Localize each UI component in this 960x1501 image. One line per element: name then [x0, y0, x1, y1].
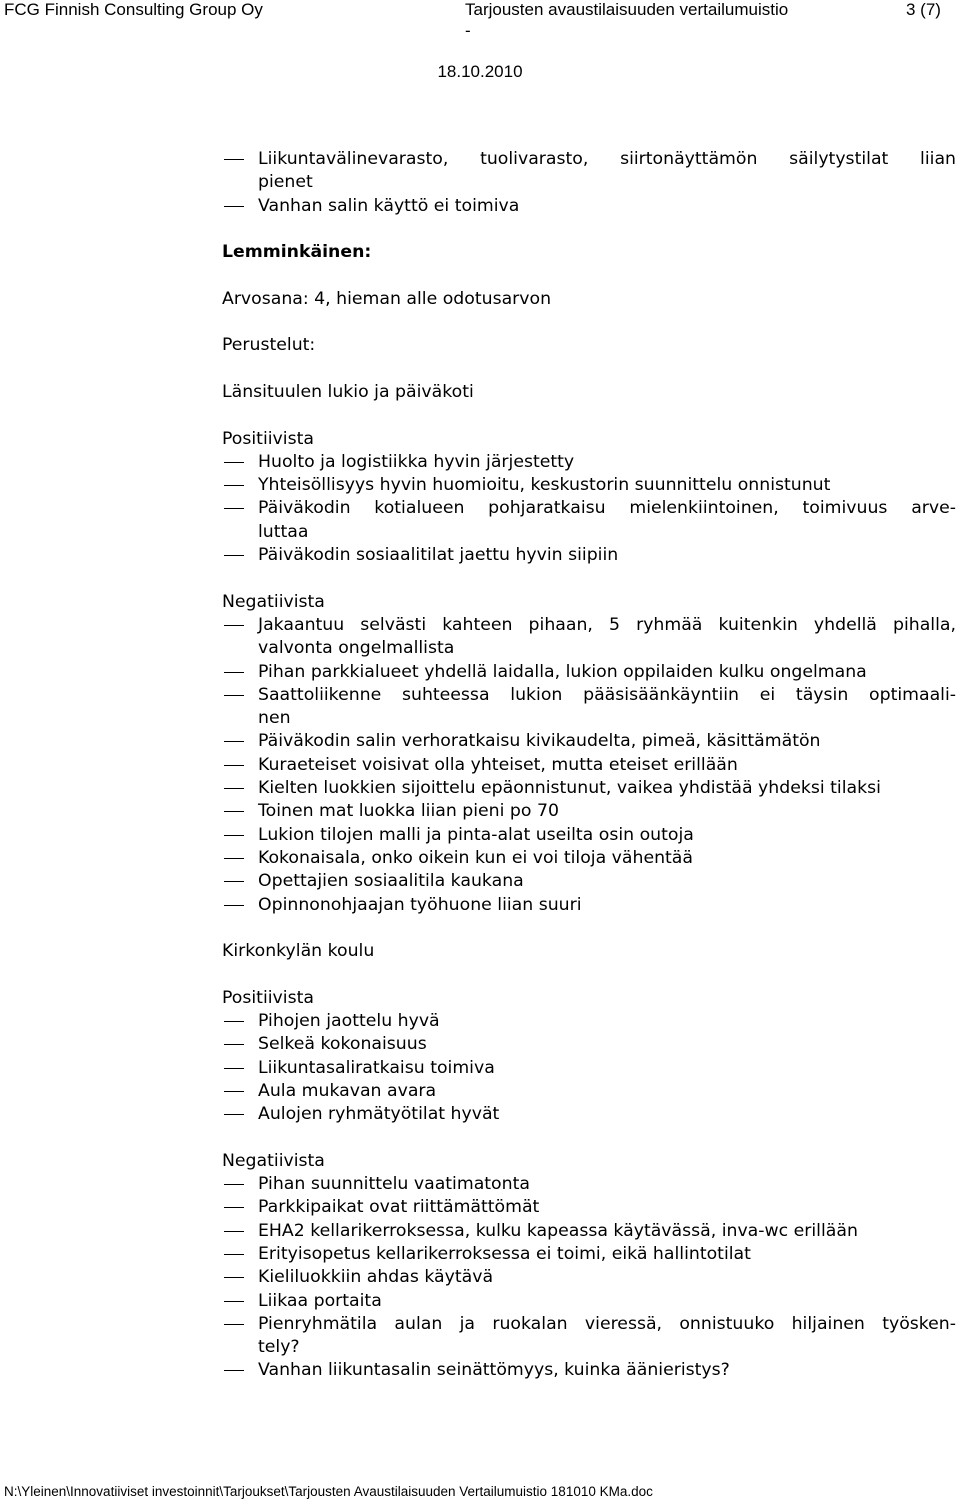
list-item-text: Jakaantuu selvästi kahteen pihaan, 5 ryhmää kuitenkin yhdellä pihalla, — [258, 614, 956, 635]
list-item-text: Huolto ja logistiikka hyvin järjestetty — [258, 451, 575, 472]
list-item-text: Liikuntasaliratkaisu toimiva — [258, 1057, 495, 1078]
document-body — [222, 148, 956, 1383]
list-item — [222, 661, 956, 684]
positives-label: Positiivista — [222, 428, 314, 449]
list-item — [222, 847, 956, 870]
list-item — [222, 1243, 956, 1266]
section-heading-lemminkainen: Lemminkäinen: — [222, 242, 372, 263]
list-item-text: Parkkipaikat ovat riittämättömät — [258, 1197, 540, 1218]
list-item — [222, 800, 956, 823]
footer-file-path: N:\Yleinen\Innovatiiviset investoinnit\Tarjoukset\Tarjousten Avaustilaisuuden Vertailumuistio 181010 KMa.doc — [4, 1484, 653, 1499]
header-date: 18.10.2010 — [437, 62, 523, 81]
basis-label: Perustelut: — [222, 335, 316, 356]
list-item-text: EHA2 kellarikerroksessa, kulku kapeassa käytävässä, inva-wc erillään — [258, 1220, 858, 1241]
list-item-text: Päiväkodin salin verhoratkaisu kivikaudelta, pimeä, käsittämätön — [258, 731, 821, 752]
grade-text: Arvosana: 4, hieman alle odotusarvon — [222, 288, 552, 309]
list-item-text: Liikaa portaita — [258, 1290, 382, 1311]
list-item-text: Selkeä kokonaisuus — [258, 1034, 427, 1055]
header-company: FCG Finnish Consulting Group Oy — [4, 0, 263, 19]
list-item-text: Opinnonohjaajan työhuone liian suuri — [258, 894, 582, 915]
list-item — [222, 1313, 956, 1360]
list-item-text-continued: tely? — [258, 1337, 300, 1358]
list-item-text: Pihojen jaottelu hyvä — [258, 1010, 440, 1031]
list-item — [222, 870, 956, 893]
list-item-text: Vanhan liikuntasalin seinättömyys, kuinka äänieristys? — [258, 1360, 730, 1381]
positives-list — [222, 451, 956, 567]
header-dash: - — [465, 21, 471, 40]
list-item — [222, 1010, 956, 1033]
list-item — [222, 544, 956, 567]
list-item-text: Opettajien sosiaalitila kaukana — [258, 871, 524, 892]
list-item — [222, 1196, 956, 1219]
list-item — [222, 195, 956, 218]
list-item — [222, 730, 956, 753]
list-item-text: Erityisopetus kellarikerroksessa ei toimi, eikä hallintotilat — [258, 1243, 751, 1264]
list-item — [222, 684, 956, 731]
list-item — [222, 1290, 956, 1313]
header-page-number: 3 (7) — [906, 0, 941, 19]
negatives-list — [222, 1173, 956, 1383]
list-item-text: Kokonaisala, onko oikein kun ei voi tiloja vähentää — [258, 847, 693, 868]
list-item-text: Vanhan salin käyttö ei toimiva — [258, 195, 520, 216]
list-item-text-continued: valvonta ongelmallista — [258, 638, 455, 659]
negatives-list — [222, 614, 956, 917]
site-title-lansituuli: Länsituulen lukio ja päiväkoti — [222, 381, 474, 402]
site-title-kirkonkyla: Kirkonkylän koulu — [222, 941, 375, 962]
list-item — [222, 824, 956, 847]
list-item-text: Pihan parkkialueet yhdellä laidalla, lukion oppilaiden kulku ongelmana — [258, 661, 867, 682]
list-item-text: Liikuntavälinevarasto, tuolivarasto, siirtonäyttämön säilytystilat liian — [258, 149, 956, 169]
negatives-label: Negatiivista — [222, 591, 325, 612]
list-item — [222, 1103, 956, 1126]
list-item-text: Aulojen ryhmätyötilat hyvät — [258, 1104, 500, 1125]
list-item — [222, 894, 956, 917]
list-item-text: Lukion tilojen malli ja pinta-alat useilta osin outoja — [258, 824, 694, 845]
list-item — [222, 497, 956, 544]
list-item-text: Pihan suunnittelu vaatimatonta — [258, 1174, 530, 1195]
list-item-text: Pienryhmätila aulan ja ruokalan vieressä, onnistuuko hiljainen työsken- — [258, 1313, 956, 1334]
list-item-text: Kuraeteiset voisivat olla yhteiset, mutta eteiset erillään — [258, 754, 738, 775]
list-item — [222, 451, 956, 474]
list-item-text: Kielten luokkien sijoittelu epäonnistunut, vaikea yhdistää yhdeksi tilaksi — [258, 778, 881, 799]
list-item-text-continued: pienet — [258, 172, 313, 193]
list-item — [222, 1266, 956, 1289]
list-item — [222, 148, 956, 195]
list-item-text-continued: luttaa — [258, 521, 309, 542]
list-item — [222, 474, 956, 497]
list-item-text: Kieliluokkiin ahdas käytävä — [258, 1267, 494, 1288]
positives-label: Positiivista — [222, 987, 314, 1008]
list-item — [222, 777, 956, 800]
list-item — [222, 754, 956, 777]
list-item-text-continued: nen — [258, 708, 291, 729]
list-item — [222, 1080, 956, 1103]
list-item-text: Toinen mat luokka liian pieni po 70 — [258, 801, 559, 822]
top-bullet-list — [222, 148, 956, 218]
list-item — [222, 1173, 956, 1196]
list-item-text: Yhteisöllisyys hyvin huomioitu, keskustorin suunnittelu onnistunut — [258, 475, 831, 496]
list-item — [222, 1033, 956, 1056]
header-title: Tarjousten avaustilaisuuden vertailumuistio — [465, 0, 789, 19]
list-item — [222, 1220, 956, 1243]
list-item-text: Päiväkodin sosiaalitilat jaettu hyvin siipiin — [258, 545, 619, 566]
list-item-text: Aula mukavan avara — [258, 1080, 437, 1101]
list-item-text: Päiväkodin kotialueen pohjaratkaisu mielenkiintoinen, toimivuus arve- — [258, 498, 956, 519]
negatives-label: Negatiivista — [222, 1150, 325, 1171]
list-item — [222, 614, 956, 661]
list-item-text: Saattoliikenne suhteessa lukion pääsisäänkäyntiin ei täysin optimaali- — [258, 684, 956, 705]
list-item — [222, 1057, 956, 1080]
positives-list — [222, 1010, 956, 1126]
list-item — [222, 1359, 956, 1382]
